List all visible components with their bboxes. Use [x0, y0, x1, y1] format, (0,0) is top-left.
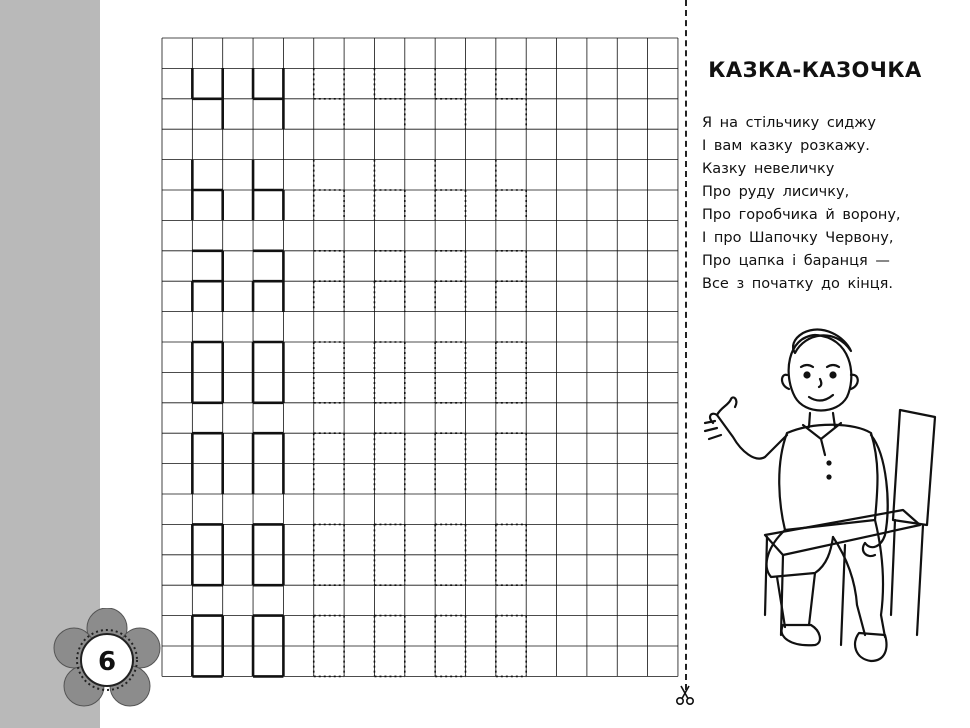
poem-title: КАЗКА-КАЗОЧКА	[708, 58, 922, 82]
boy-on-chair-illustration	[695, 315, 950, 675]
scissors-icon	[674, 684, 696, 706]
flower-badge-icon	[52, 608, 162, 708]
cut-line	[685, 0, 687, 690]
poem-line: І про Шапочку Червону,	[702, 230, 894, 246]
poem-line: Про горобчика й ворону,	[702, 207, 901, 223]
poem-line: Я на стільчику сиджу	[702, 115, 876, 131]
poem-line: Все з початку до кінця.	[702, 276, 893, 292]
poem-line: І вам казку розкажу.	[702, 138, 870, 154]
poem-line: Про руду лисичку,	[702, 184, 850, 200]
page-number: 6	[97, 647, 117, 677]
poem-text	[702, 112, 942, 296]
poem-line: Про цапка і баранця —	[702, 253, 890, 269]
poem-line: Казку невеличку	[702, 161, 835, 177]
